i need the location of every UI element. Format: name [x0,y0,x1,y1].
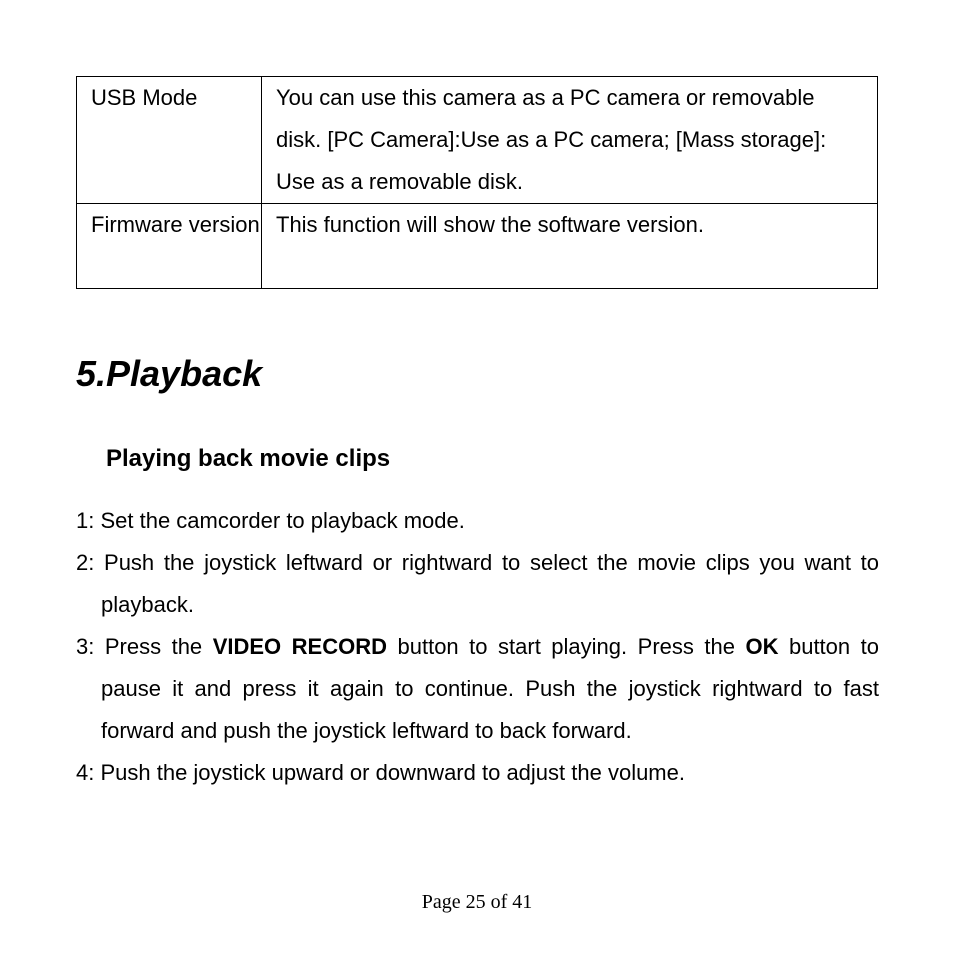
step-item: 4: Push the joystick upward or downward to adjust the volume. [76,760,685,785]
step-item [76,626,879,752]
setting-name-cell: USB Mode [77,77,262,204]
subsection-title: Playing back movie clips [106,445,391,472]
table-row [77,77,878,204]
setting-name-cell: Firmware version [77,204,262,289]
setting-description-cell: This function will show the software version. [262,204,878,289]
step-item: 1: Set the camcorder to playback mode. [76,508,465,533]
step-item: 2: Push the joystick leftward or rightward to select the movie clips you want to playback. [76,550,879,617]
playback-steps-list [76,500,879,794]
ok-button-label: OK [745,634,779,659]
table-row [77,204,878,289]
page-number: Page 25 of 41 [421,891,533,913]
step-text: 3: Press the [76,634,213,659]
step-text: button to start playing. Press the [387,634,746,659]
setting-description-cell: You can use this camera as a PC camera or removable disk. [PC Camera]:Use as a PC camera; [Mass storage]: Use as a removable disk. [262,77,878,204]
settings-table [76,76,878,289]
step-text: button to pause it and press it again to continue. Push the joystick rightward to fast forward and push the joystick leftward to back forward. [101,634,879,743]
section-title: 5.Playback [76,353,263,394]
video-record-button-label: VIDEO RECORD [212,634,387,659]
